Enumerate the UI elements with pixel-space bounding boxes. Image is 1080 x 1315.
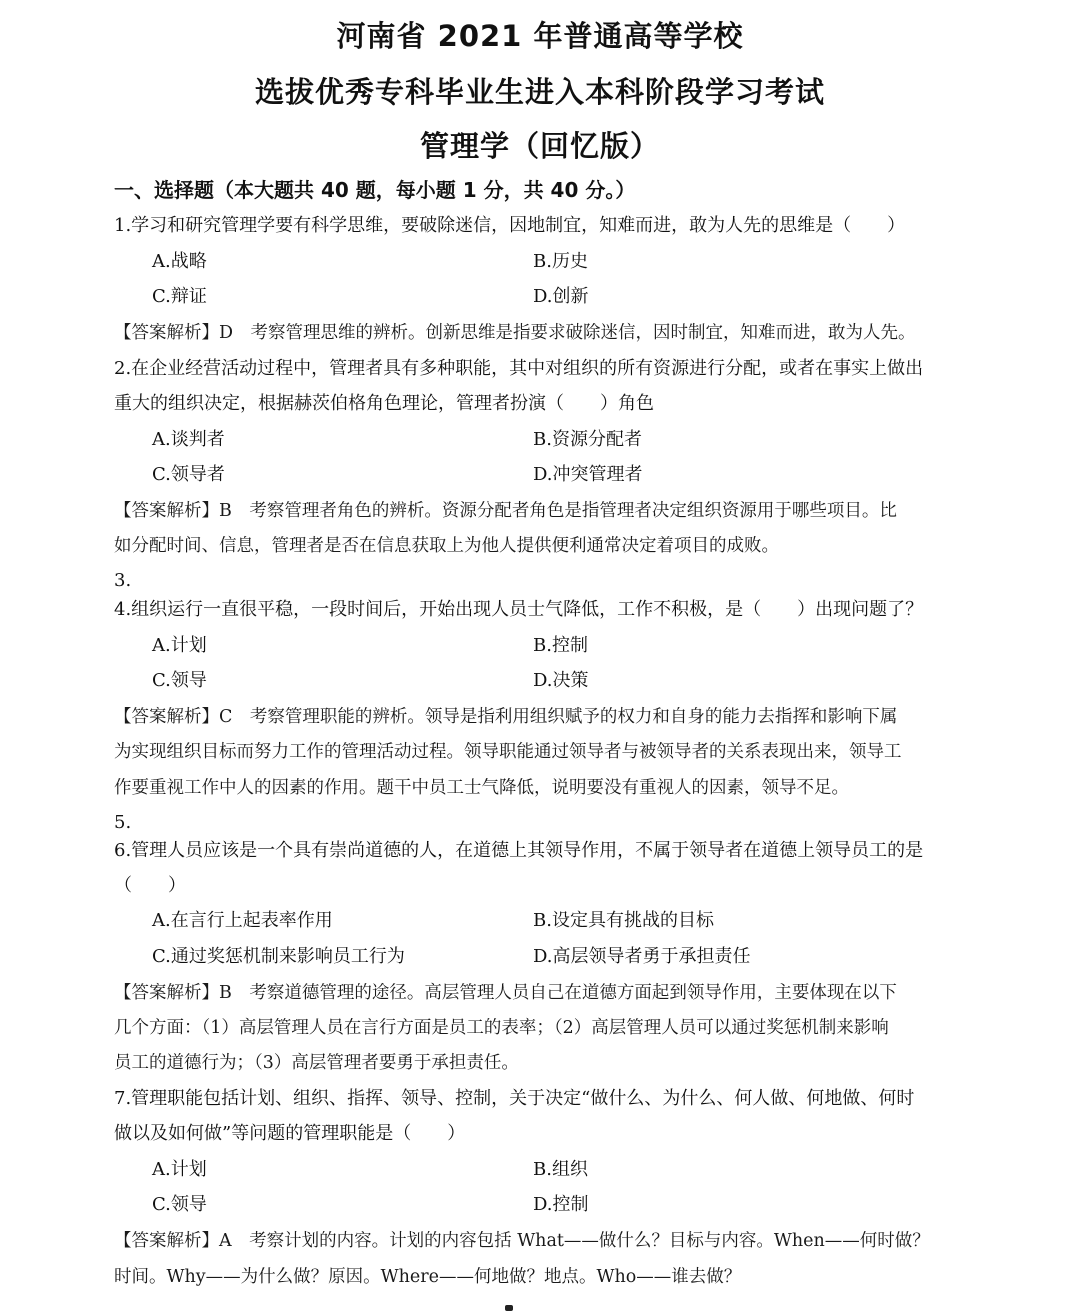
- page-mark: [505, 1305, 513, 1311]
- question-7-option-b: B.组织: [533, 1159, 588, 1180]
- question-6-option-a: A.在言行上起表率作用: [152, 910, 333, 931]
- question-1-option-a: A.战略: [152, 251, 207, 272]
- exam-title-line2: 选拔优秀专科毕业生进入本科阶段学习考试: [254, 75, 825, 109]
- section-heading: 一、选择题（本大题共 40 题，每小题 1 分，共 40 分。）: [114, 178, 636, 202]
- question-4-option-a: A.计划: [152, 635, 207, 656]
- question-7-text-line2: 做以及如何做”等问题的管理职能是（ ）: [114, 1123, 466, 1144]
- question-1-option-c: C.辩证: [152, 286, 207, 307]
- question-2-option-b: B.资源分配者: [533, 429, 642, 450]
- question-2-text-line1: 2.在企业经营活动过程中，管理者具有多种职能，其中对组织的所有资源进行分配，或者在事实上做出: [114, 358, 924, 379]
- question-2-answer-line2: 如分配时间、信息，管理者是否在信息获取上为他人提供便利通常决定着项目的成败。: [114, 536, 779, 556]
- question-4-answer-line3: 作要重视工作中人的因素的作用。题干中员工士气降低，说明要没有重视人的因素，领导不足。: [114, 778, 849, 798]
- question-6-text-line1: 6.管理人员应该是一个具有崇尚道德的人，在道德上其领导作用，不属于领导者在道德上领导员工的是: [114, 840, 924, 861]
- question-4-option-d: D.决策: [533, 670, 589, 691]
- question-6-option-d: D.高层领导者勇于承担责任: [533, 946, 751, 967]
- question-2-option-c: C.领导者: [152, 464, 225, 485]
- question-5-text: 5.: [114, 812, 132, 833]
- question-7-answer-line2: 时间。Why——为什么做？原因。Where——何地做？地点。Who——谁去做？: [114, 1267, 742, 1287]
- question-6-answer-line1: 【答案解析】B 考察道德管理的途径。高层管理人员自己在道德方面起到领导作用，主要体现在以下: [114, 983, 897, 1003]
- question-2-answer-line1: 【答案解析】B 考察管理者角色的辨析。资源分配者角色是指管理者决定组织资源用于哪些项目。比: [114, 501, 897, 521]
- question-1-text: 1.学习和研究管理学要有科学思维，要破除迷信，因地制宜，知难而进，敢为人先的思维是（ ）: [114, 215, 906, 236]
- question-2-option-d: D.冲突管理者: [533, 464, 643, 485]
- question-7-answer-line1: 【答案解析】A 考察计划的内容。计划的内容包括 What——做什么？目标与内容。When——何时做？: [114, 1231, 930, 1251]
- question-2-text-line2: 重大的组织决定，根据赫茨伯格角色理论，管理者扮演（ ）角色: [114, 393, 654, 414]
- question-4-answer-line1: 【答案解析】C 考察管理职能的辨析。领导是指利用组织赋予的权力和自身的能力去指挥和影响下属: [114, 707, 898, 727]
- question-4-option-b: B.控制: [533, 635, 588, 656]
- question-3-text: 3.: [114, 570, 132, 591]
- question-7-option-a: A.计划: [152, 1159, 207, 1180]
- question-6-option-b: B.设定具有挑战的目标: [533, 910, 714, 931]
- question-6-answer-line2: 几个方面：（1）高层管理人员在言行方面是员工的表率；（2）高层管理人员可以通过奖惩机制来影响: [114, 1018, 889, 1038]
- question-6-option-c: C.通过奖惩机制来影响员工行为: [152, 946, 405, 967]
- question-1-option-d: D.创新: [533, 286, 589, 307]
- question-7-option-d: D.控制: [533, 1194, 589, 1215]
- question-4-text: 4.组织运行一直很平稳，一段时间后，开始出现人员士气降低，工作不积极，是（ ）出现问题了？: [114, 599, 924, 620]
- question-1-option-b: B.历史: [533, 251, 588, 272]
- question-6-text-line2: （ ）: [114, 875, 186, 896]
- question-7-text-line1: 7.管理职能包括计划、组织、指挥、领导、控制，关于决定“做什么、为什么、何人做、何地做、何时: [114, 1088, 915, 1109]
- exam-title-line1: 河南省 2021 年普通高等学校: [336, 19, 744, 53]
- question-4-option-c: C.领导: [152, 670, 207, 691]
- question-6-answer-line3: 员工的道德行为；（3）高层管理者要勇于承担责任。: [114, 1053, 519, 1073]
- question-7-option-c: C.领导: [152, 1194, 207, 1215]
- exam-title-line3: 管理学（回忆版）: [419, 129, 660, 163]
- question-2-option-a: A.谈判者: [152, 429, 225, 450]
- question-4-answer-line2: 为实现组织目标而努力工作的管理活动过程。领导职能通过领导者与被领导者的关系表现出来，领导工: [114, 742, 902, 762]
- question-1-answer: 【答案解析】D 考察管理思维的辨析。创新思维是指要求破除迷信，因时制宜，知难而进，敢为人先。: [114, 323, 916, 343]
